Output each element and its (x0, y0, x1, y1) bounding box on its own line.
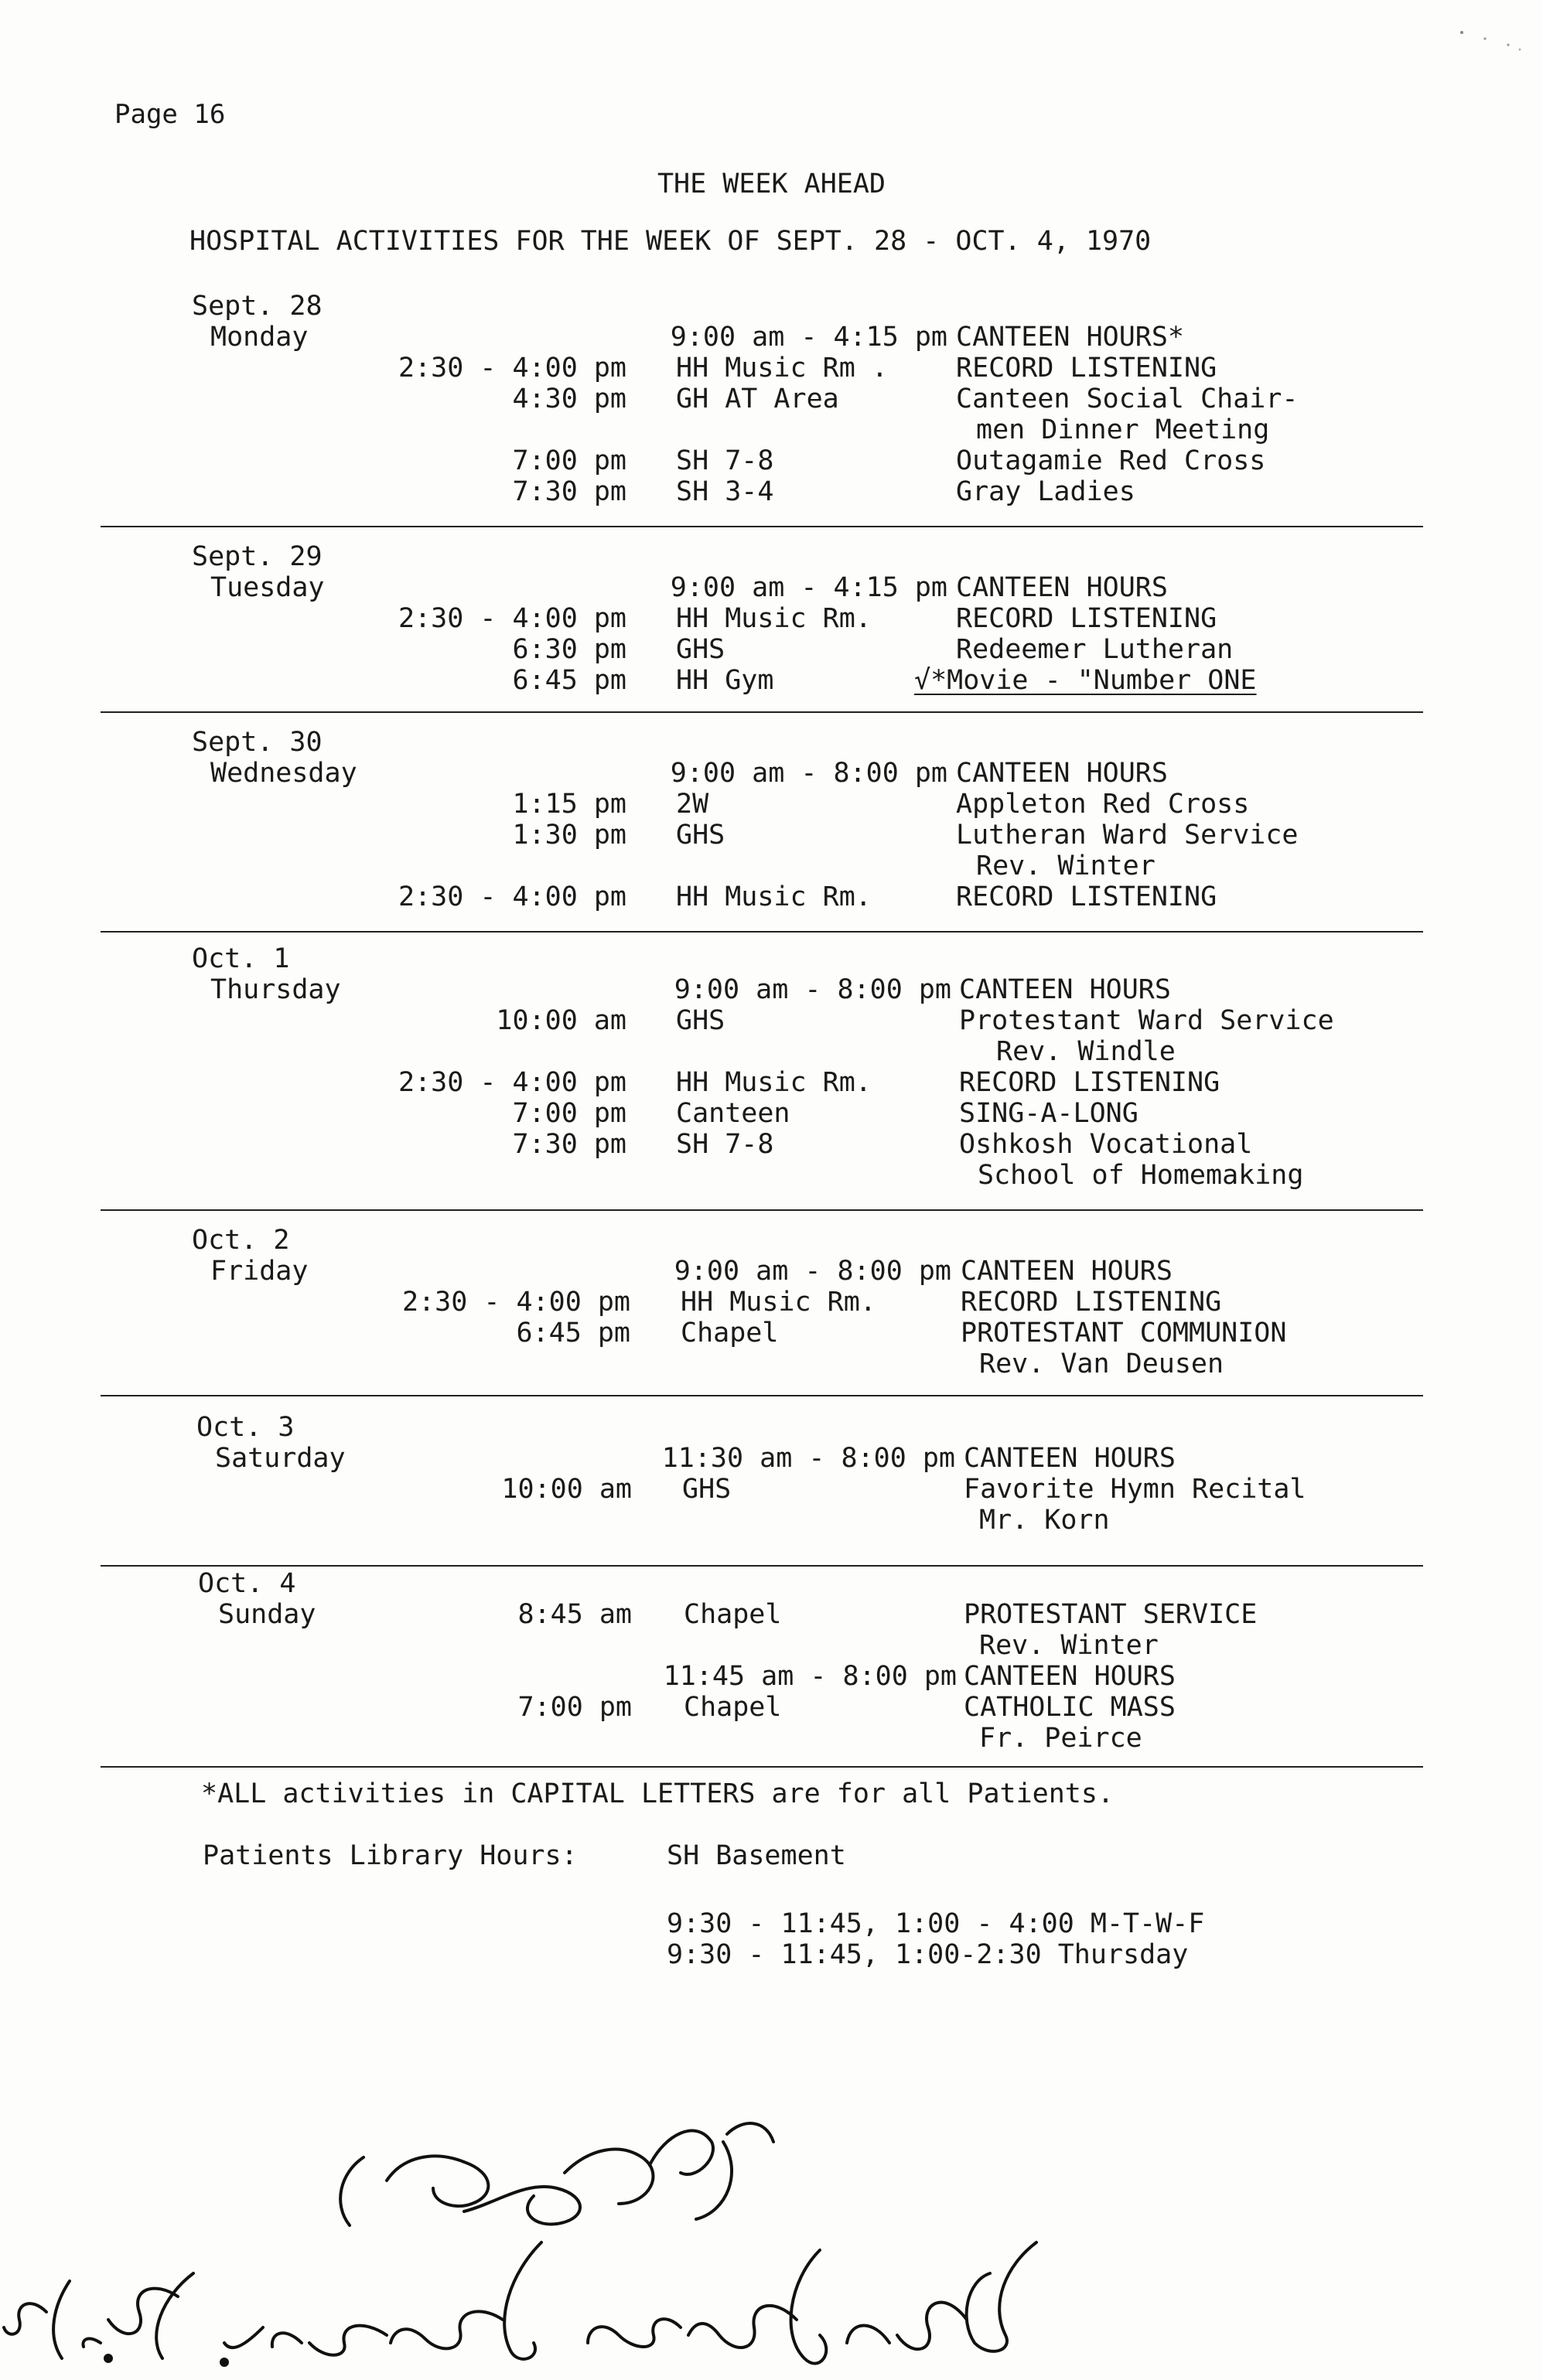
schedule-row (0, 1692, 1543, 1723)
row-time: 1:30 pm (512, 820, 626, 851)
row-activity: PROTESTANT SERVICE (964, 1599, 1258, 1630)
library-hours-line: 9:30 - 11:45, 1:00-2:30 Thursday (667, 1939, 1189, 1970)
row-time: 4:30 pm (512, 384, 626, 414)
row-place: GH AT Area (676, 384, 839, 414)
schedule-row (0, 353, 1543, 384)
row-activity: PROTESTANT COMMUNION (961, 1318, 1287, 1349)
row-activity: CANTEEN HOURS (964, 1661, 1176, 1692)
library-hours-label: Patients Library Hours: (203, 1840, 578, 1871)
schedule-row (0, 1318, 1543, 1349)
section-divider (101, 1395, 1423, 1396)
row-activity: RECORD LISTENING (956, 881, 1217, 912)
schedule-row (0, 1599, 1543, 1630)
schedule-row (0, 881, 1543, 912)
schedule-row (0, 322, 1543, 353)
row-time: 7:30 pm (512, 476, 626, 507)
row-place: GHS (676, 634, 725, 665)
schedule-row (0, 634, 1543, 665)
row-time: 9:00 am - 8:00 pm (670, 758, 947, 789)
section-divider (101, 1766, 1423, 1768)
day-date: Oct. 3 (196, 1412, 295, 1443)
row-time: 2:30 - 4:00 pm (398, 603, 626, 634)
row-activity: CANTEEN HOURS (961, 1256, 1173, 1287)
schedule-row (0, 1474, 1543, 1505)
page-title: THE WEEK AHEAD (657, 169, 886, 199)
section-divider (101, 1565, 1423, 1567)
row-time: 9:00 am - 8:00 pm (674, 1256, 951, 1287)
schedule-row (0, 476, 1543, 507)
day-weekday: Monday (210, 322, 309, 353)
row-place: GHS (676, 1005, 725, 1036)
row-activity: Gray Ladies (956, 476, 1135, 507)
row-activity-continued: Rev. Winter (979, 1630, 1159, 1661)
schedule-row (0, 1005, 1543, 1036)
row-place: SH 7-8 (676, 1129, 774, 1160)
row-activity: CANTEEN HOURS (956, 758, 1168, 789)
section-divider (101, 526, 1423, 527)
schedule-row (0, 572, 1543, 603)
schedule-row (0, 820, 1543, 851)
row-activity: CATHOLIC MASS (964, 1692, 1176, 1723)
schedule-row (0, 758, 1543, 789)
schedule-row (0, 445, 1543, 476)
schedule-row (0, 1287, 1543, 1318)
schedule-row (0, 974, 1543, 1005)
row-place: GHS (682, 1474, 732, 1505)
row-activity: Appleton Red Cross (956, 789, 1250, 820)
row-time: 9:00 am - 4:15 pm (670, 322, 947, 353)
row-activity: Protestant Ward Service (959, 1005, 1334, 1036)
row-time: 1:15 pm (512, 789, 626, 820)
section-divider (101, 1209, 1423, 1211)
row-activity: RECORD LISTENING (959, 1067, 1220, 1098)
day-weekday: Friday (210, 1256, 309, 1287)
day-weekday: Wednesday (210, 758, 357, 789)
row-time: 8:45 am (517, 1599, 632, 1630)
row-activity: Lutheran Ward Service (956, 820, 1299, 851)
row-activity: RECORD LISTENING (961, 1287, 1222, 1318)
library-hours-line: 9:30 - 11:45, 1:00 - 4:00 M-T-W-F (667, 1908, 1205, 1939)
row-activity: RECORD LISTENING (956, 603, 1217, 634)
day-weekday: Tuesday (210, 572, 325, 603)
day-date: Oct. 1 (192, 943, 290, 974)
row-activity: CANTEEN HOURS (959, 974, 1171, 1005)
row-time: 7:00 pm (512, 1098, 626, 1129)
row-time: 7:00 pm (512, 445, 626, 476)
row-activity: CANTEEN HOURS* (956, 322, 1185, 353)
schedule-row (0, 603, 1543, 634)
schedule-row (0, 789, 1543, 820)
row-time: 11:45 am - 8:00 pm (663, 1661, 957, 1692)
library-location: SH Basement (667, 1840, 846, 1871)
row-time: 10:00 am (496, 1005, 626, 1036)
row-time: 2:30 - 4:00 pm (398, 1067, 626, 1098)
row-place: SH 7-8 (676, 445, 774, 476)
row-place: HH Music Rm. (676, 603, 872, 634)
section-divider (101, 711, 1423, 713)
day-date: Oct. 4 (198, 1568, 296, 1599)
row-time: 6:45 pm (512, 665, 626, 696)
row-activity-continued: School of Homemaking (978, 1160, 1304, 1191)
day-weekday: Saturday (215, 1443, 346, 1474)
schedule-row-continued (0, 1036, 1543, 1067)
row-activity-continued: Rev. Winter (976, 851, 1156, 881)
row-activity-continued: Rev. Windle (996, 1036, 1176, 1067)
row-activity-continued: Fr. Peirce (979, 1723, 1142, 1754)
row-activity: Outagamie Red Cross (956, 445, 1266, 476)
day-date: Sept. 28 (192, 291, 323, 322)
row-activity: Redeemer Lutheran (956, 634, 1234, 665)
row-place: HH Music Rm. (676, 1067, 872, 1098)
row-time: 6:30 pm (512, 634, 626, 665)
row-time: 7:00 pm (517, 1692, 632, 1723)
row-activity-continued: Rev. Van Deusen (979, 1349, 1224, 1379)
row-activity: Oshkosh Vocational (959, 1129, 1253, 1160)
page-number: Page 16 (114, 99, 226, 130)
row-place: SH 3-4 (676, 476, 774, 507)
schedule-row-continued (0, 1349, 1543, 1379)
row-activity: Favorite Hymn Recital (964, 1474, 1306, 1505)
day-date: Sept. 30 (192, 727, 323, 758)
row-place: GHS (676, 820, 725, 851)
row-place: HH Music Rm. (676, 881, 872, 912)
row-place: Chapel (684, 1599, 782, 1630)
schedule-row (0, 1443, 1543, 1474)
schedule-row-continued (0, 414, 1543, 445)
row-place: HH Music Rm . (676, 353, 888, 384)
schedule-row-continued (0, 1160, 1543, 1191)
day-weekday: Thursday (210, 974, 341, 1005)
section-divider (101, 931, 1423, 933)
row-place: Chapel (684, 1692, 782, 1723)
row-activity-continued: men Dinner Meeting (976, 414, 1270, 445)
schedule-row (0, 1129, 1543, 1160)
row-time: 9:00 am - 4:15 pm (670, 572, 947, 603)
day-weekday: Sunday (218, 1599, 316, 1630)
scan-smudge-mark (1446, 15, 1531, 62)
row-activity: RECORD LISTENING (956, 353, 1217, 384)
row-time: 2:30 - 4:00 pm (401, 1287, 630, 1318)
row-activity: Canteen Social Chair- (956, 384, 1299, 414)
schedule-row-continued (0, 1723, 1543, 1754)
schedule-row (0, 384, 1543, 414)
row-activity: CANTEEN HOURS (956, 572, 1168, 603)
row-activity: SING-A-LONG (959, 1098, 1138, 1129)
row-time: 10:00 am (501, 1474, 632, 1505)
row-place: HH Gym (676, 665, 774, 696)
schedule-row (0, 1098, 1543, 1129)
row-place: 2W (676, 789, 709, 820)
schedule-row (0, 1256, 1543, 1287)
schedule-row-continued (0, 1505, 1543, 1536)
handwritten-signature (0, 2088, 1083, 2377)
schedule-row (0, 665, 1543, 696)
row-place: Chapel (681, 1318, 779, 1349)
page-subtitle: HOSPITAL ACTIVITIES FOR THE WEEK OF SEPT. 28 - OCT. 4, 1970 (189, 226, 1152, 257)
row-time: 2:30 - 4:00 pm (398, 881, 626, 912)
schedule-row-continued (0, 851, 1543, 881)
row-time: 7:30 pm (512, 1129, 626, 1160)
schedule-row (0, 1661, 1543, 1692)
row-activity-continued: Mr. Korn (979, 1505, 1110, 1536)
schedule-row (0, 1067, 1543, 1098)
row-activity: CANTEEN HOURS (964, 1443, 1176, 1474)
row-time: 9:00 am - 8:00 pm (674, 974, 951, 1005)
row-place: HH Music Rm. (681, 1287, 876, 1318)
row-activity-movie: √*Movie - "Number ONE (914, 665, 1257, 696)
schedule-row-continued (0, 1630, 1543, 1661)
row-time: 6:45 pm (516, 1318, 630, 1349)
footnote: *ALL activities in CAPITAL LETTERS are for all Patients. (201, 1778, 1115, 1809)
row-place: Canteen (676, 1098, 790, 1129)
day-date: Sept. 29 (192, 541, 323, 572)
day-date: Oct. 2 (192, 1225, 290, 1256)
row-time: 2:30 - 4:00 pm (398, 353, 626, 384)
row-time: 11:30 am - 8:00 pm (661, 1443, 955, 1474)
